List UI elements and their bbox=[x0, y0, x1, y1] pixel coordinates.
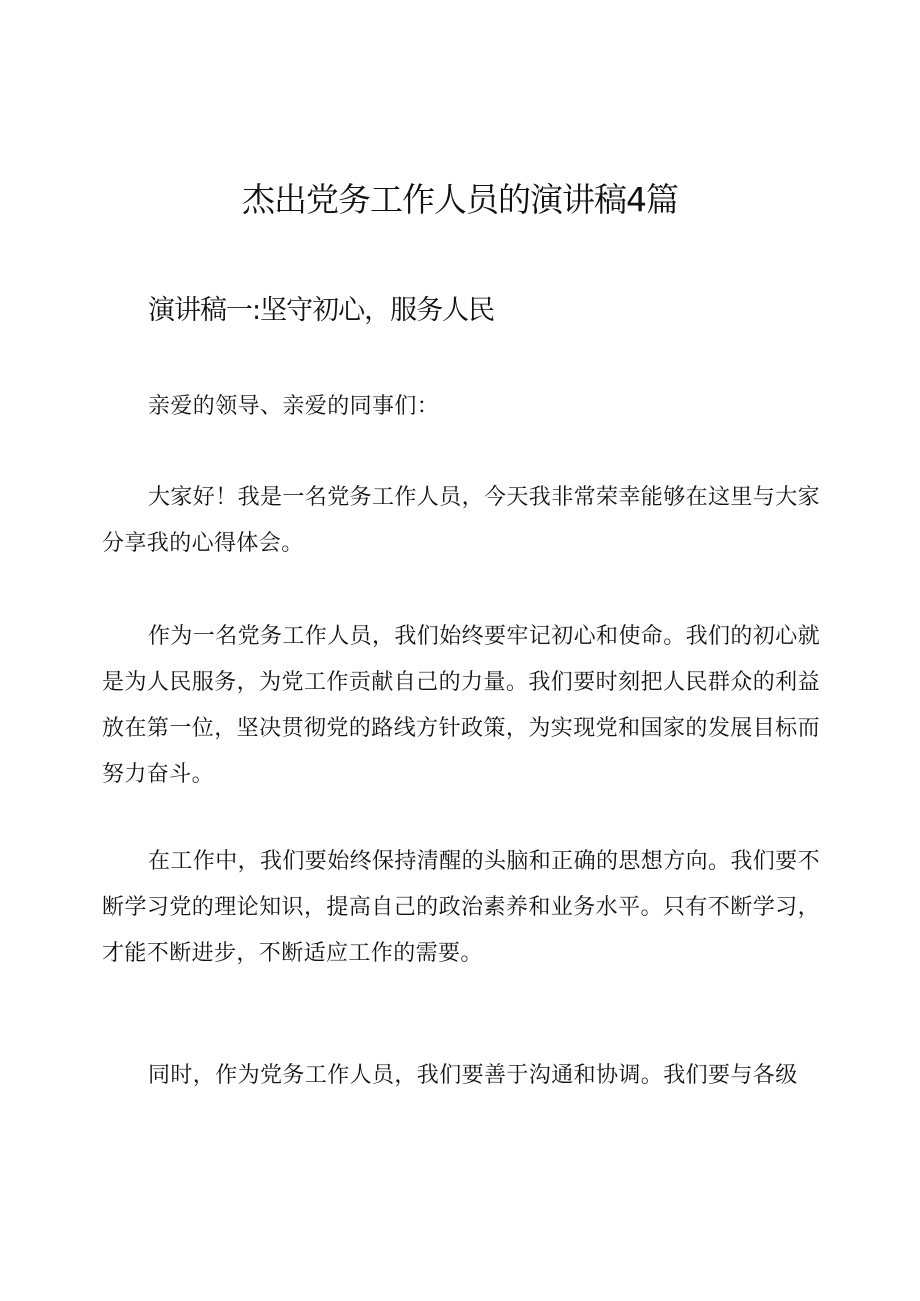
communication-paragraph: 同时，作为党务工作人员，我们要善于沟通和协调。我们要与各级 bbox=[148, 1063, 798, 1088]
intro-paragraph: 大家好！我是一名党务工作人员，今天我非常荣幸能够在这里与大家分享我的心得体会。 bbox=[102, 485, 821, 556]
section-heading: 演讲稿一:坚守初心，服务人民 bbox=[148, 295, 495, 326]
mission-paragraph: 作为一名党务工作人员，我们始终要牢记初心和使命。我们的初心就是为人民服务，为党工作贡献自己的力量。我们要时刻把人民群众的利益放在第一位，坚决贯彻党的路线方针政策，为实现党和国家的发展目标而努力奋斗。 bbox=[102, 624, 821, 787]
document-title: 杰出党务工作人员的演讲稿4篇 bbox=[242, 180, 678, 219]
greeting-paragraph: 亲爱的领导、亲爱的同事们： bbox=[148, 394, 440, 419]
study-paragraph: 在工作中，我们要始终保持清醒的头脑和正确的思想方向。我们要不断学习党的理论知识，提高自己的政治素养和业务水平。只有不断学习，才能不断进步，不断适应工作的需要。 bbox=[102, 849, 821, 966]
